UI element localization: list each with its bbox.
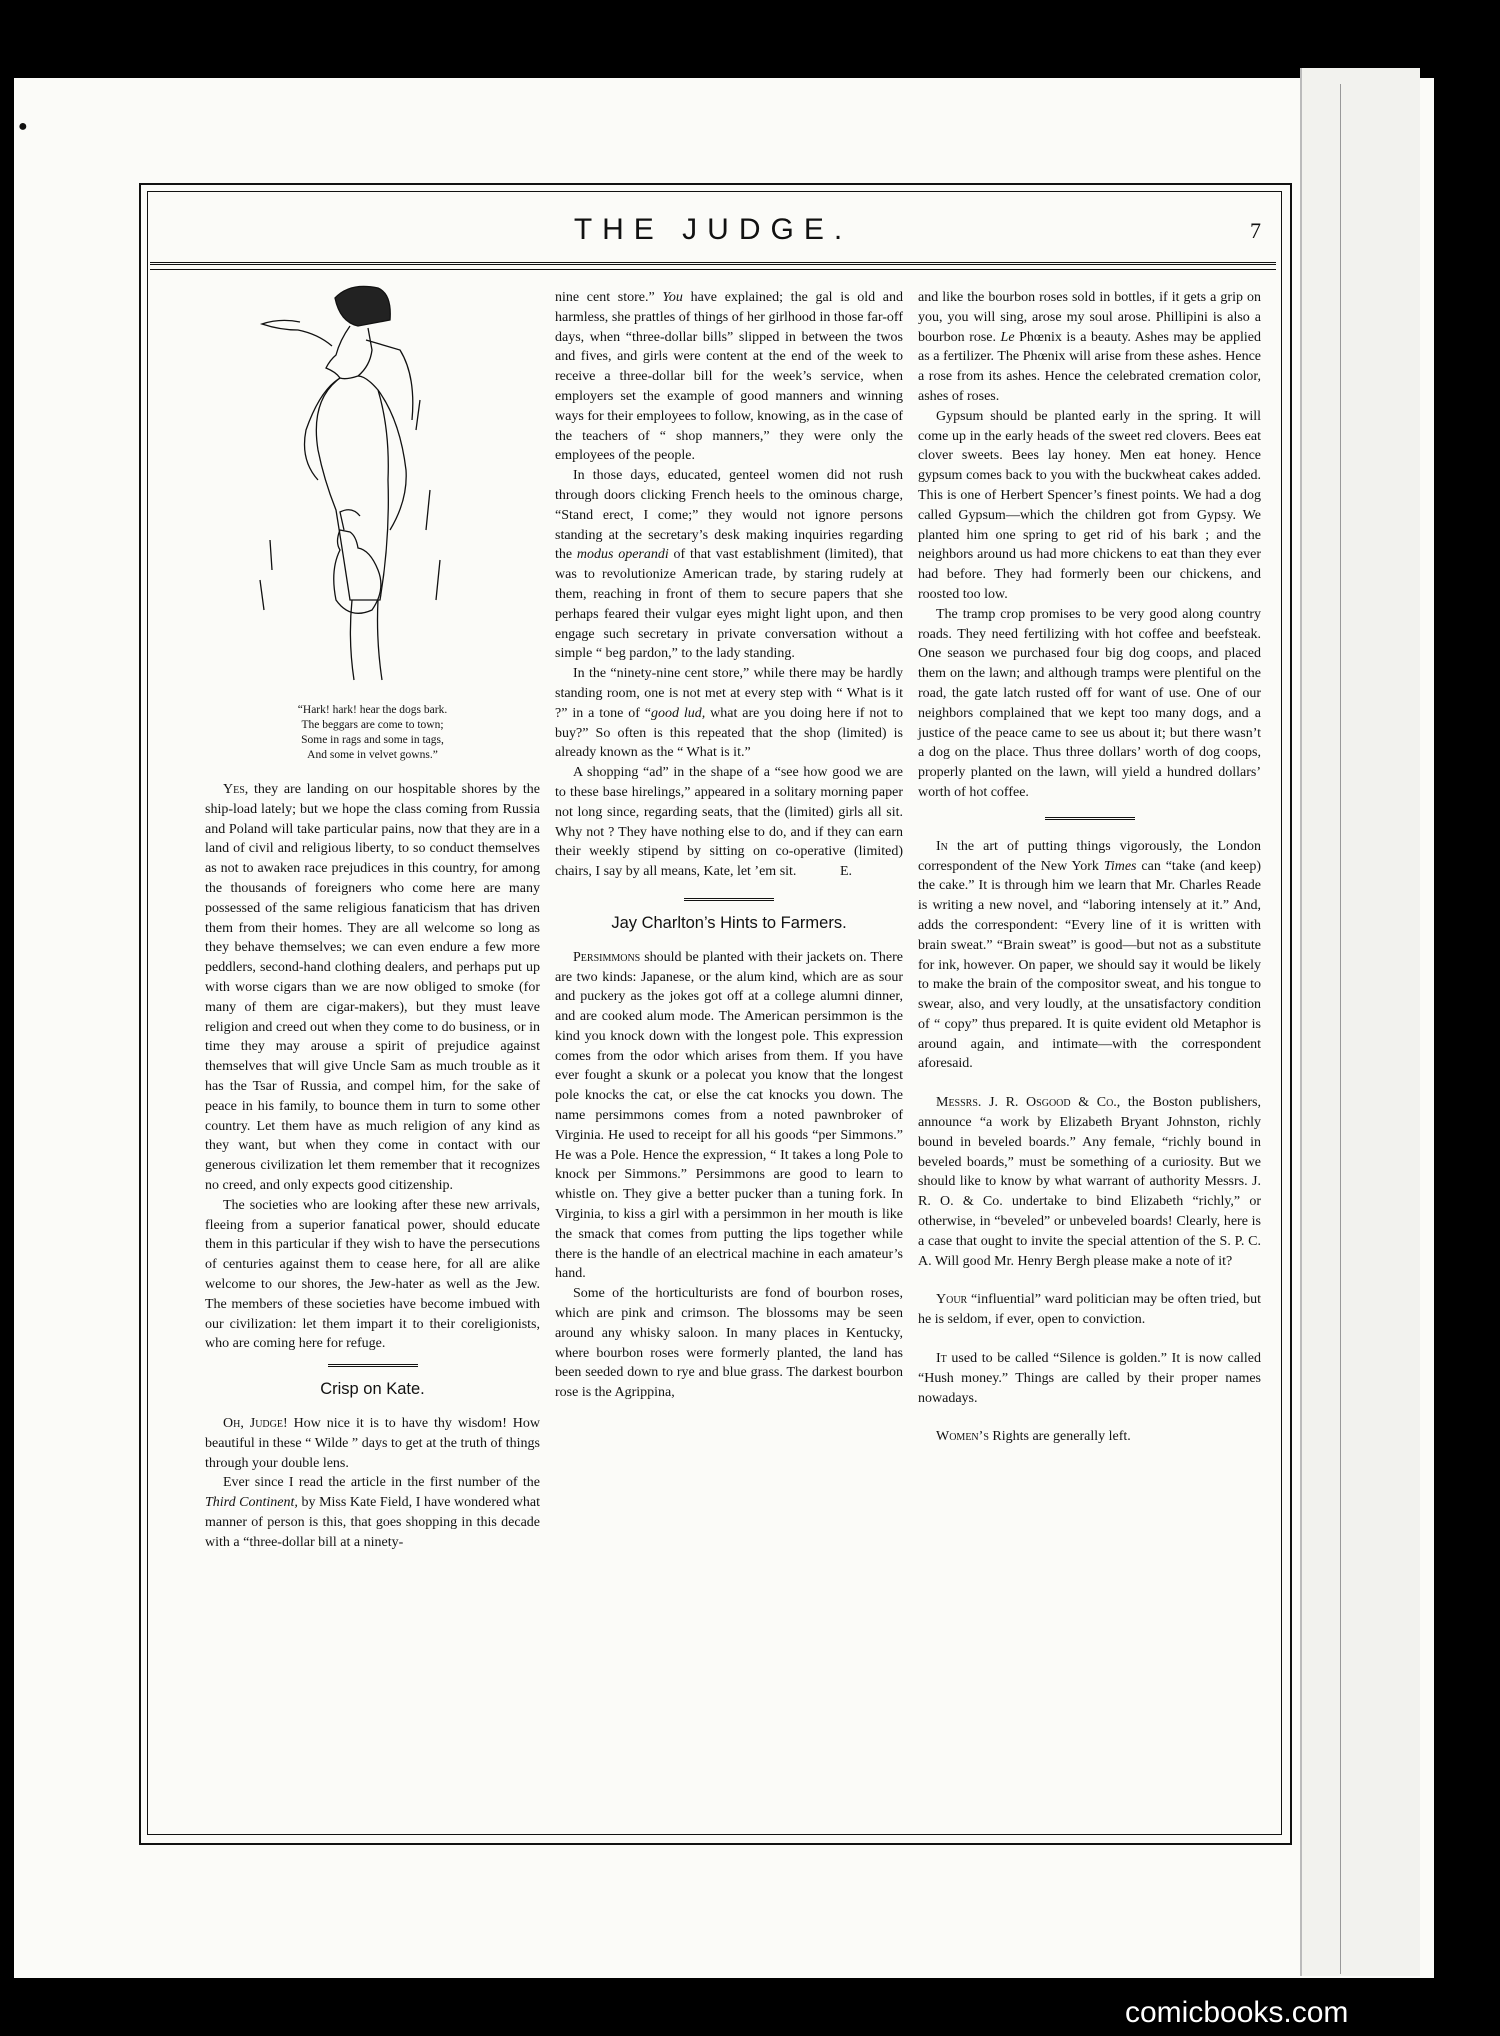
section-heading: Jay Charlton’s Hints to Farmers.	[611, 913, 847, 932]
italic-text: Le	[1000, 329, 1015, 345]
paragraph	[205, 780, 540, 1196]
paragraph	[555, 466, 903, 664]
paragraph-text: the Boston publishers, announce “a work by Elizabeth Bryant Johnston, richly bound in beveled boards.” Any female, “richly bound in beveled boards,” must be something of a curiosity. But we should like to know by what warrant of authority Messrs. J. R. O. & Co. undertake to bind Elizabeth “richly,” or otherwise, in “beveled” or unbeveled boards! Clearly, here is a case that ought to invite the special attention of the S. P. C. A. Will good Mr. Henry Bergh please make a note of it?	[918, 1095, 1261, 1269]
paragraph-text: In those days, educated, genteel women did not rush through doors clicking French heels to the ominous charge, “Stand erect, I come;” they would not ignore persons standing at the secretary’s desk making inquiries regarding the	[555, 468, 903, 563]
paragraph	[555, 763, 903, 882]
italic-text: Third Continent,	[205, 1495, 298, 1511]
section-divider	[1045, 817, 1135, 823]
column-3	[918, 288, 1261, 1447]
page-number: 7	[1250, 218, 1261, 243]
paragraph	[918, 1093, 1261, 1271]
signature: E.	[839, 864, 852, 880]
paragraph-text: of that vast establishment (limited), that was to revolutionize American trade, by staring rudely at them, reaching in front of them to secure papers that she perhaps feared their vulgar eyes might light upon, and then engage such secretary in private conversation without a simple “ beg pardon,” to the lady standing.	[555, 547, 903, 662]
paragraph-text: what are you doing here if not to buy?” So often is this repeated that the shop (limited) is already known as the “ What is it.”	[555, 705, 903, 761]
italic-text: You	[662, 290, 683, 305]
paragraph	[555, 288, 903, 466]
paragraph-text: Ever since I read the article in the first number of the	[223, 1475, 540, 1491]
paragraph	[205, 1414, 540, 1473]
section-divider	[328, 1364, 418, 1370]
paragraph: Some of the horticulturists are fond of bourbon roses, which are pink and crimson. The blossoms may be seen around any whisky saloon. In many places in Kentucky, where bourbon roses were formerly planted, the land has been seeded down to rye and blue grass. The darkest bourbon rose is the Agrippina,	[555, 1286, 903, 1401]
illustration-caption	[205, 703, 540, 763]
paragraph	[918, 288, 1261, 407]
paragraph-text: A shopping “ad” in the shape of a “see how good we are to these base hirelings,” appeared in a solitary morning paper not long since, regarding seats, that the (limited) girls all sit. Why not ? They have nothing else to do, and if they can earn their weekly stipend by sitting on co-operative (limited) chairs, I say by all means, Kate, let ’em sit.	[555, 765, 903, 880]
paragraph	[205, 1473, 540, 1552]
lead-in: Messrs. J. R. Osgood & Co.,	[936, 1095, 1121, 1111]
paragraph-text: and like the bourbon roses sold in bottles, if it gets a grip on you, you will sing, arose my soul arose. Phillipini is also a bourbon rose.	[918, 290, 1261, 345]
paragraph-text: by Miss Kate Field, I have wondered what manner of person is this, that goes shopping in this decade with a “three-dollar bill at a ninety-	[205, 1495, 541, 1550]
lead-in: It	[936, 1351, 947, 1367]
paragraph: The societies who are looking after these new arrivals, fleeing from a superior fanatical power, should educate them in this particular if they wish to have the persecutions of centuries against them to cease here, for all are alike welcome to our shores, the Jew-hater as well as the Jew. The members of these societies have become imbued with our civilization: let them impart it to their coreligionists, who are coming here for refuge.	[205, 1197, 540, 1352]
paragraph-text: How nice it is to have thy wisdom! How beautiful in these “ Wilde ” days to get at the truth of things through your double lens.	[205, 1415, 540, 1471]
lead-in: Oh, Judge!	[223, 1415, 288, 1431]
masthead: THE JUDGE.	[573, 213, 853, 246]
lead-in: Your	[936, 1292, 968, 1308]
lead-in: Yes,	[223, 782, 249, 797]
paragraph	[555, 664, 903, 763]
column-2	[555, 288, 903, 1403]
caption-line: Some in rags and some in tags,	[301, 734, 444, 746]
caption-line: And some in velvet gowns.”	[307, 749, 438, 761]
watermark: comicbooks.com	[1125, 1996, 1349, 2029]
scan-speck: ●	[18, 118, 28, 135]
masthead-rule	[150, 262, 1276, 270]
caption-line: The beggars are come to town;	[301, 719, 444, 731]
paragraph: The tramp crop promises to be very good along country roads. They need fertilizing with hot coffee and beefsteak. One season we purchased four big dog coops, and placed them on the lawn; and although tramps were plentiful on the road, the gate latch rusted off for want of use. One of our neighbors complained that we kept too many dogs, and a justice of the peace came to see us about it; but there wasn’t a dog on the place. Thus three dollars’ worth of dog coops, properly planted on the lawn, will yield a hundred dollars’ worth of hot coffee.	[918, 606, 1261, 800]
caption-line: “Hark! hark! hear the dogs bark.	[297, 704, 448, 716]
paragraph: Gypsum should be planted early in the spring. It will come up in the early heads of the sweet red clovers. Bees eat clover sweets. Bees lay honey. Men eat honey. Hence gypsum comes back to you with the buckwheat cakes added. This is one of Herbert Spencer’s finest points. We had a dog called Gypsum—which the children got from Gypsy. We planted him one spring to get rid of his bark ; and the neighbors around us had more chickens to eat than they ever had before. They had formerly been our chickens, and roosted too low.	[918, 408, 1261, 602]
paragraph-text: have explained; the gal is old and harmless, she prattles of things of her girlhood in those far-off days, when “three-dollar bills” slipped in between the twos and fives, and girls were content at the end of the week to receive a three-dollar bill for the week’s service, when employers set the example of good manners and winning ways for their employees to follow, knowing, as in the case of the teachers of “ shop manners,” they were only the employees of the people.	[555, 290, 904, 464]
paragraph	[918, 837, 1261, 1075]
paragraph-text: In the “ninety-nine cent store,” while there may be hardly standing room, one is not met at every step with “ What is it ?” in a tone of “	[555, 666, 903, 721]
paragraph-text: Phœnix is a beauty. Ashes may be applied as a fertilizer. The Phœnix will arise from these ashes. Hence a rose from its ashes. Hence the celebrated cremation color, ashes of roses.	[918, 329, 1261, 404]
italic-text: Times	[1103, 858, 1137, 874]
paragraph-text: the art of putting things vigorously, the London correspondent of the New York	[918, 838, 1261, 874]
lead-in: Women’s	[936, 1429, 989, 1445]
paragraph	[918, 1349, 1261, 1408]
italic-text: modus operandi	[576, 547, 669, 563]
paragraph	[918, 1427, 1261, 1447]
section-divider	[684, 898, 774, 904]
paragraph	[918, 1290, 1261, 1330]
page-edge-line	[1340, 84, 1421, 1974]
section-heading: Crisp on Kate.	[320, 1380, 425, 1399]
paragraph-text: should be planted with their jackets on. There are two kinds: Japanese, or the alum kind, which are as sour and puckery as the jokes got off at a college alumni dinner, and are cooked alum mode. The American persimmon is the kind you knock down with the longest pole. This expression comes from the odor which arises from them. If you have ever fought a skunk or a polecat you know that the longest pole knocks the cat, or else the cat knocks you down. The name persimmons comes from a noted pawnbroker of Virginia. He used to receipt for all his goods “per Simmons.” He was a Pole. Hence the expression, “ It takes a long Pole to knock per Simmons.” Persimmons are good to learn to whistle on. They give a better pucker than a tuning fork. In Virginia, to kiss a girl with a persimmon in her mouth is like the smack that comes from putting the lips together while there is the handle of an electrical machine in each amateur’s hand.	[555, 949, 904, 1282]
italic-text: good lud,	[650, 705, 706, 721]
lead-in: In	[936, 838, 948, 854]
illustration-immigrant	[240, 280, 460, 690]
paragraph	[555, 948, 903, 1285]
paragraph-text: used to be called “Silence is golden.” It is now called “Hush money.” Things are called by their proper names nowadays.	[918, 1351, 1261, 1406]
paragraph-text: they are landing on our hospitable shores by the ship-load lately; but we hope the class coming from Russia and Poland will take particular pains, now that they are in a land of civil and religious liberty, to so conduct themselves as not to awaken race prejudices in this country, for among the thousands of foreigners who come here are many possessed of the same religious fanaticism that has driven them from their homes. They are all welcome so long as they behave themselves; we can even endure a few more peddlers, second-hand clothing dealers, and perhaps put up with worse cigars than we are now obliged to smoke (for many of them are cigar-makers), but they must leave religion and creed out when they come to do business, or in time they may arouse a spirit of prejudice against themselves that will give Uncle Sam as much trouble as it has the Tsar of Russia, and compel him, for the sake of peace in his family, to bounce them in turn to some other country. Let them have as much religion of any kind as they want, but when they come in contact with our generous civilization let them remember that it recognizes no creed, and only expects good citizenship.	[205, 782, 540, 1193]
paragraph-text: Rights are generally left.	[992, 1429, 1131, 1445]
paragraph-text: can “take (and keep) the cake.” It is through him we learn that Mr. Charles Reade is writing a new novel, and “laboring intensely at it.” And, adds the correspondent: “Every line of it is written with brain sweat.” “Brain sweat” is good—but not as a substitute for ink, however. On paper, we should say it would be likely to make the brain of the compositor sweat, and his tongue to swear, also, and very loudly, at the unsatisfactory condition of “ copy” thus prepared. It is quite evident old Metaphor is around again, and intimate—with the correspondent aforesaid.	[918, 858, 1261, 1072]
paragraph-text: nine cent store.”	[555, 290, 655, 305]
column-1	[205, 780, 540, 1552]
paragraph-text: “influential” ward politician may be often tried, but he is seldom, if ever, open to conviction.	[918, 1292, 1261, 1328]
lead-in: Persimmons	[573, 949, 641, 965]
